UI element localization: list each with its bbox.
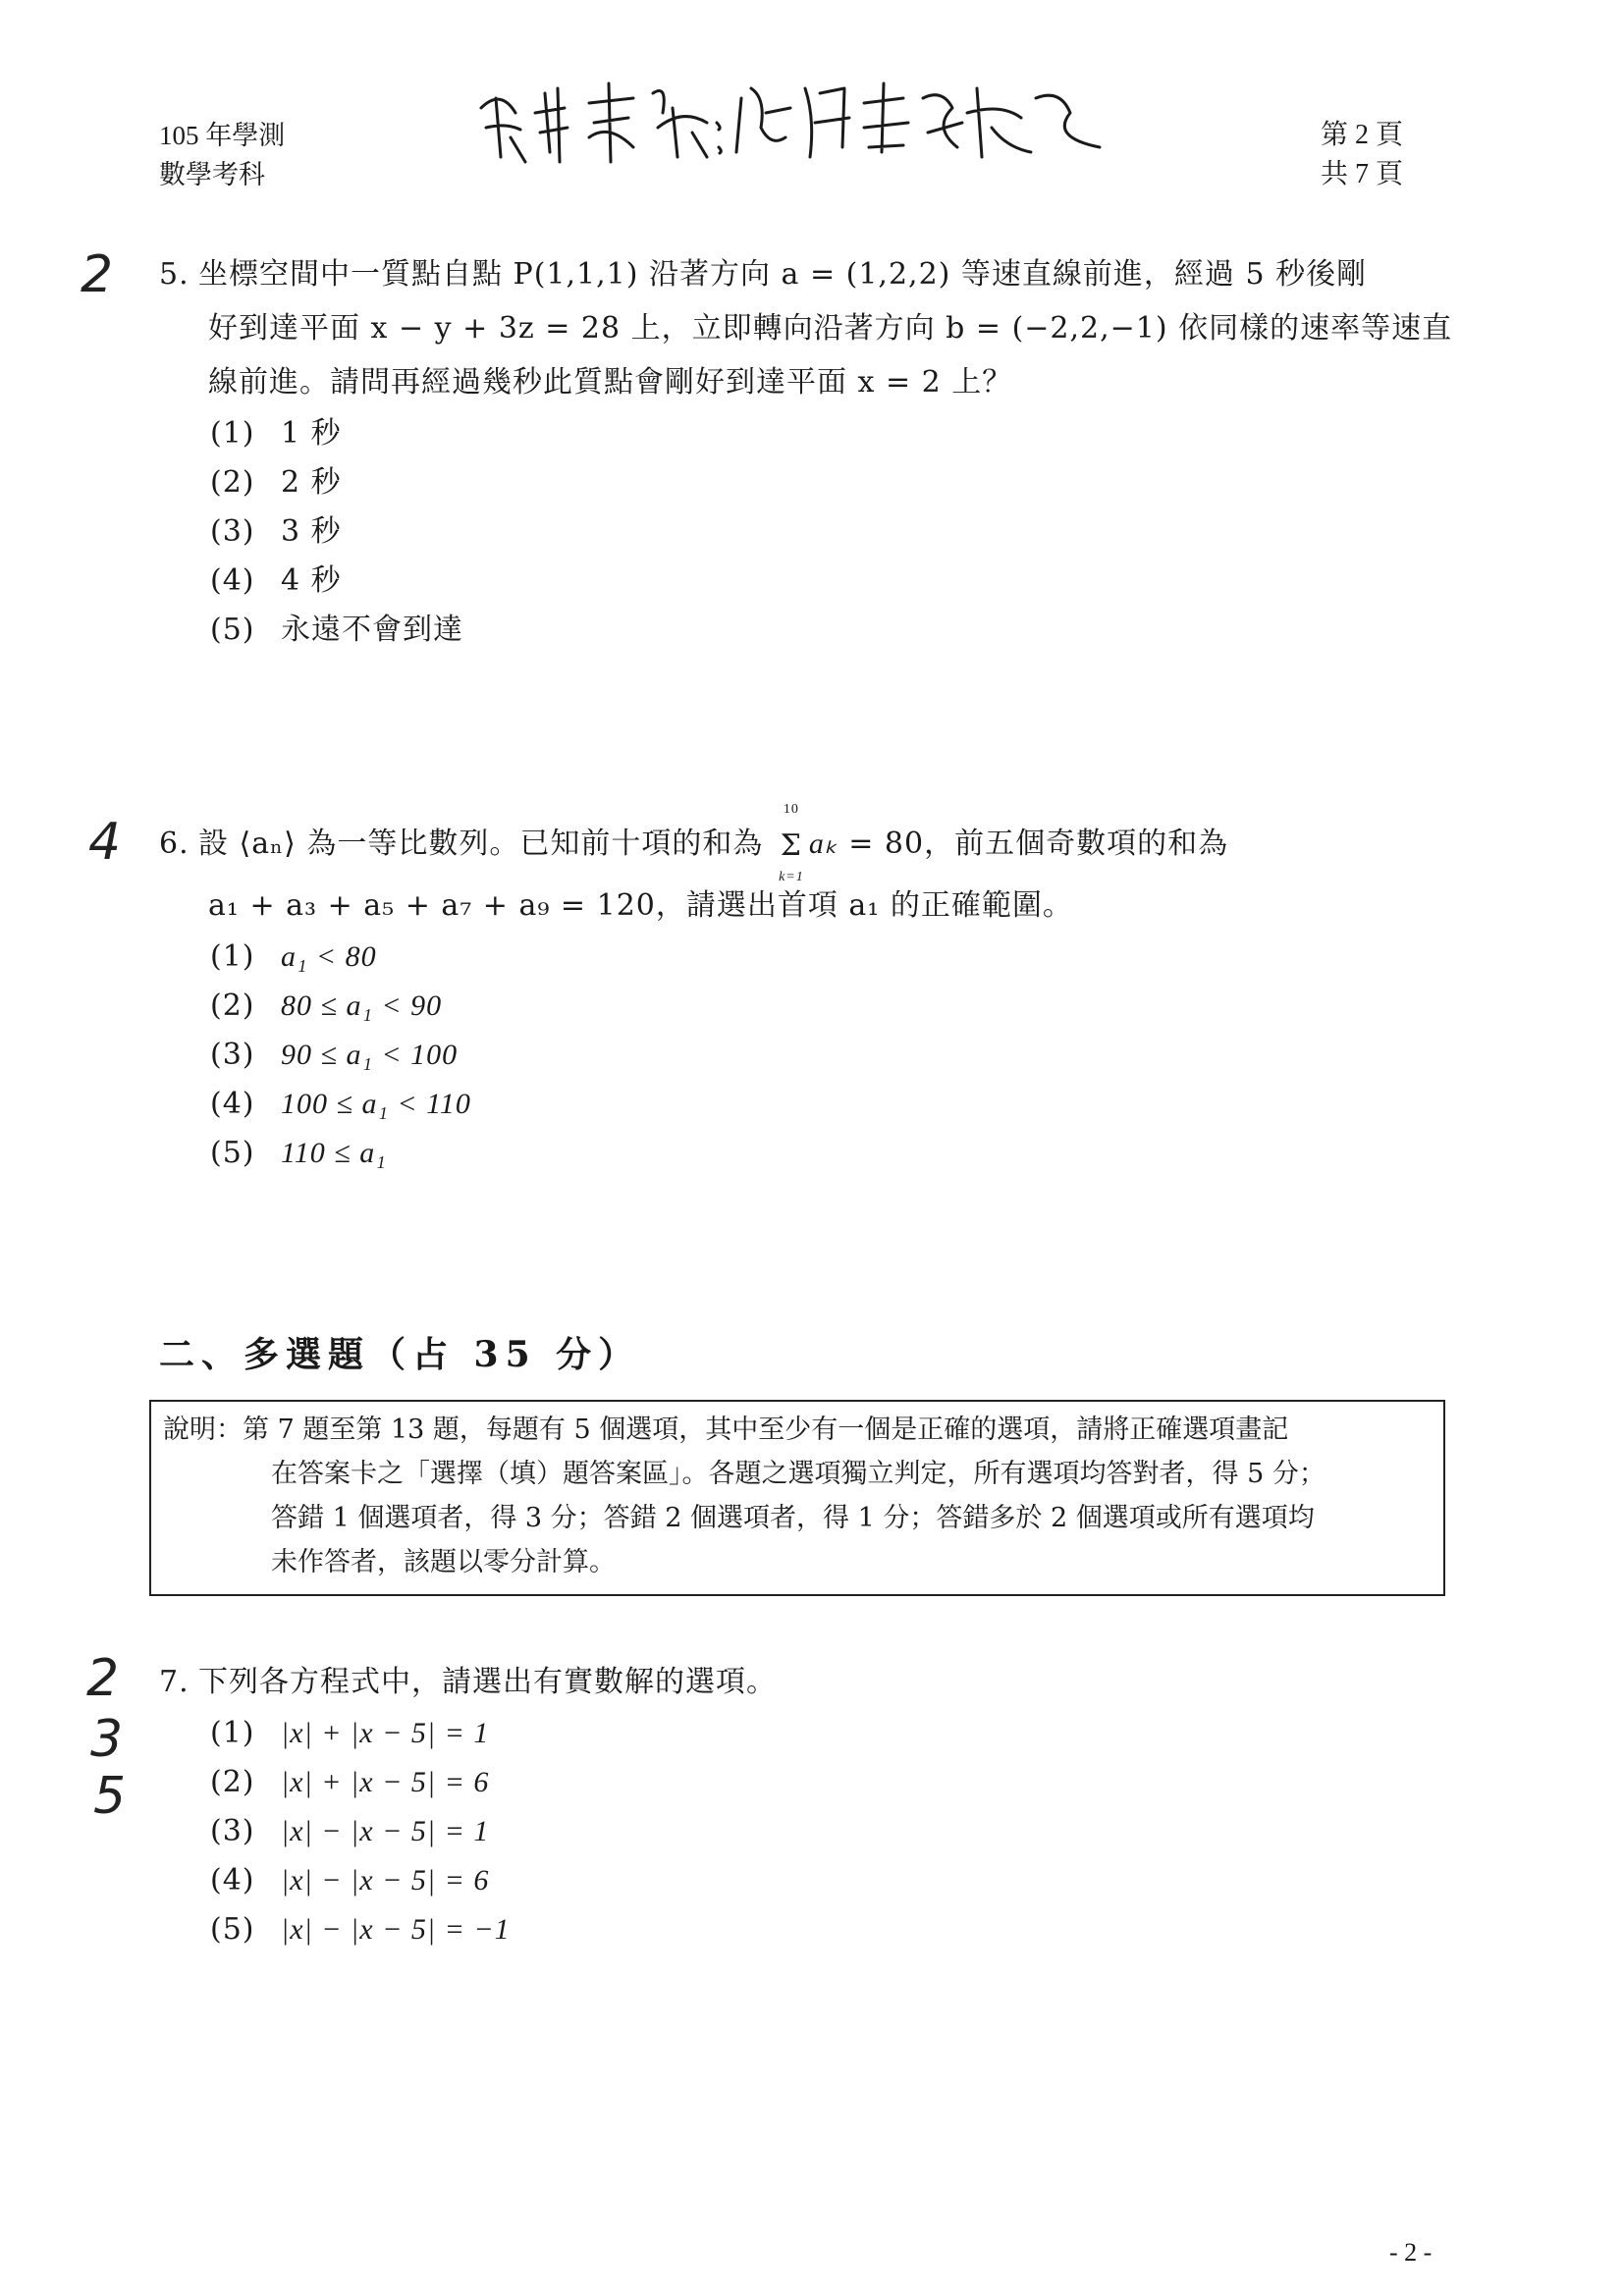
- question-5: [159, 247, 1452, 655]
- option-item: (1) |x| + |x − 5| = 1: [210, 1716, 490, 1750]
- answer-mark-q5: 2: [81, 245, 114, 304]
- question-line: 坐標空間中一質點自點 P(1,1,1) 沿著方向 a = (1,2,2) 等速直線前進，經過 5 秒後剛: [198, 257, 1368, 292]
- summation-sign: 10 Σ k=1: [779, 801, 804, 884]
- question-number: 7.: [159, 1665, 189, 1699]
- question-line: a₁ + a₃ + a₅ + a₇ + a₉ = 120，請選出首項 a₁ 的正確範圍。: [208, 887, 1073, 923]
- question-7: [159, 1655, 777, 1954]
- handwritten-source-note: [471, 69, 1109, 167]
- option-item: (3) |x| − |x − 5| = 1: [210, 1814, 490, 1848]
- option-item: (1) a₁ < 80: [210, 938, 377, 974]
- option-item: (4) |x| − |x − 5| = 6: [210, 1863, 490, 1897]
- header-right: [1321, 116, 1403, 194]
- answer-mark-q7-c: 5: [93, 1767, 127, 1826]
- subject: 數學考科: [159, 160, 265, 189]
- question-line: 線前進。請問再經過幾秒此質點會剛好到達平面 x = 2 上？: [208, 365, 1013, 400]
- option-item: (4) 4 秒: [210, 563, 342, 598]
- answer-mark-q7-a: 2: [86, 1649, 120, 1708]
- option-item: (2) 80 ≤ a₁ < 90: [210, 988, 443, 1023]
- exam-year: 105 年學測: [159, 121, 286, 150]
- option-item: (2) 2 秒: [210, 465, 342, 500]
- option-item: (2) |x| + |x − 5| = 6: [210, 1765, 490, 1799]
- question-line: 下列各方程式中，請選出有實數解的選項。: [198, 1665, 777, 1699]
- instructions-line: 未作答者，該題以零分計算。: [271, 1547, 616, 1577]
- option-item: (3) 3 秒: [210, 514, 342, 549]
- header-left: [159, 116, 285, 194]
- option-item: (5) 110 ≤ a₁: [210, 1135, 387, 1170]
- section-title: 二、多選題（占 35 分）: [159, 1334, 641, 1375]
- question-line: 設 ⟨aₙ⟩ 為一等比數列。已知前十項的和為: [198, 827, 764, 861]
- option-item: (3) 90 ≤ a₁ < 100: [210, 1037, 459, 1072]
- page-number: - 2 -: [1389, 2238, 1433, 2267]
- page-label: 第 2 頁: [1321, 120, 1404, 150]
- instructions-line: 第 7 題至第 13 題，每題有 5 個選項，其中至少有一個是正確的選項，請將正確選項畫記: [243, 1415, 1289, 1445]
- instructions-line: 答錯 1 個選項者，得 3 分；答錯 2 個選項者，得 1 分；答錯多於 2 個選項或所有選項均: [271, 1503, 1315, 1533]
- question-line: = 80，前五個奇數項的和為: [848, 827, 1229, 861]
- option-item: (5) 永遠不會到達: [210, 613, 463, 647]
- instructions-line: 在答案卡之「選擇（填）題答案區」。各題之選項獨立判定，所有選項均答對者，得 5 分；: [271, 1459, 1325, 1489]
- answer-mark-q6: 4: [88, 813, 122, 872]
- total-pages: 共 7 頁: [1321, 159, 1404, 189]
- option-item: (4) 100 ≤ a₁ < 110: [210, 1086, 471, 1121]
- question-6: [159, 801, 1229, 1178]
- instructions-label: 說明：: [163, 1415, 243, 1445]
- sum-term: aₖ: [808, 828, 839, 860]
- option-item: (5) |x| − |x − 5| = −1: [210, 1912, 511, 1947]
- instructions-box: [149, 1400, 1445, 1596]
- question-line: 好到達平面 x − y + 3z = 28 上，立即轉向沿著方向 b = (−2,2,−1) 依同樣的速率等速直: [208, 311, 1453, 346]
- option-item: (1) 1 秒: [210, 416, 342, 451]
- answer-mark-q7-b: 3: [90, 1710, 124, 1769]
- question-number: 6.: [159, 827, 189, 861]
- handwritten-source-text: 資料來源：得勝者文教: [471, 69, 481, 70]
- question-number: 5.: [159, 257, 189, 292]
